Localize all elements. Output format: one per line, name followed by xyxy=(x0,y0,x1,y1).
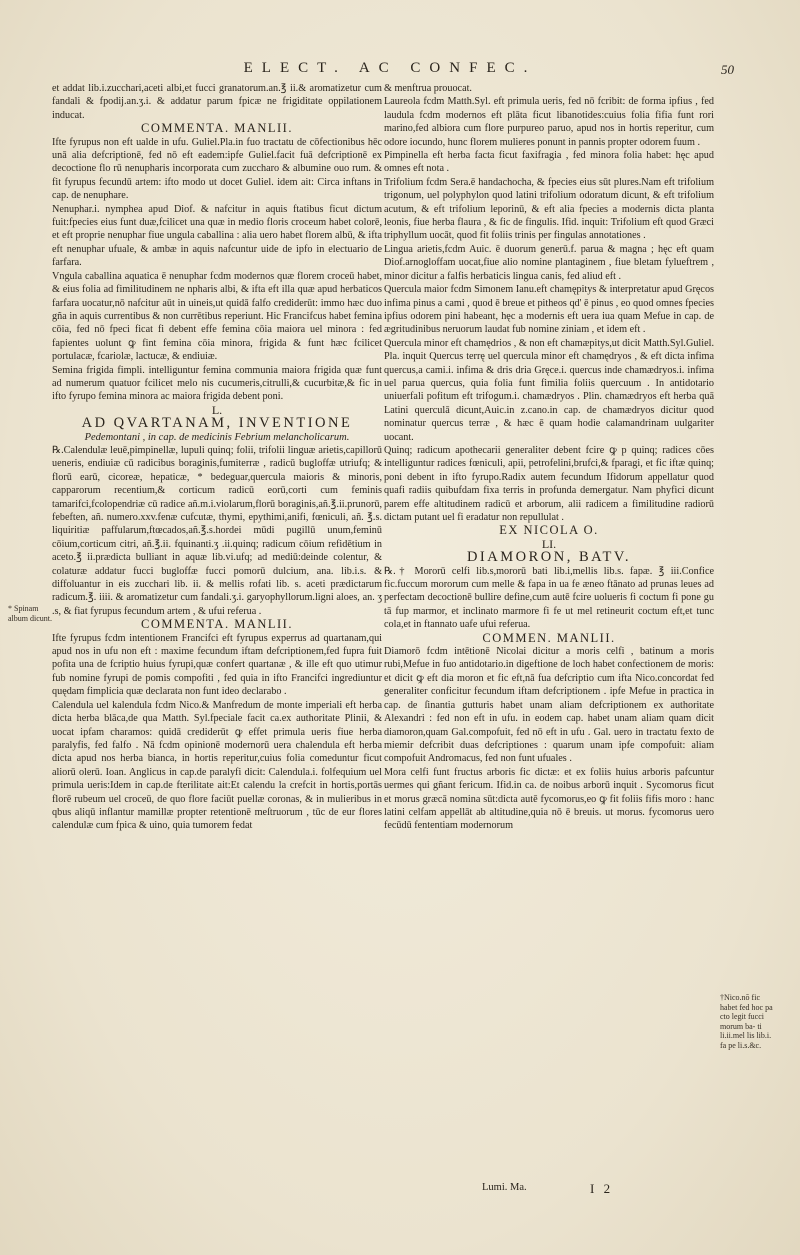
section-heading: COMMEN. MANLII. xyxy=(482,630,616,645)
paragraph: Ifte fyrupus fcdm intentionem Francifci eft fyrupus experrus ad quartanam,qui apud nos in ufu non eft : maxime fecundum iftam defcriptionem,fed fupra fuit pofita una de fcriptio huius fyrupi,quæ confert quartanæ , & ille eft quo utimur fub nomine fyrupi de pomis compofiti , fed quia in ifto Francifci ingrediuntur quędam fimplicia quæ declarata non funt ideo declarabo . xyxy=(52,632,382,698)
section-heading: COMMENTA. MANLII. xyxy=(141,121,293,136)
paragraph: Diamorō fcdm intētionē Nicolai dicitur a moris celfi , batinum a moris rubi,Mefue in fuo antidotario.in digeftione de loch habet confectionem de moris: et dicit ꝙ eft dia moron et fic eft,nā fua defcriptio cum ifta Nico.concordat fed generaliter conficitur fecundum iftam defcriptionem . ipfe Mefue in practica in cap. de ſinantia gutturis habet unam aliam defcriptionem ex authoritate Alexandri : fed non eft in ufu. in eodem cap. habet unam aliam quam dicit diamoron,quam Gal.compofuit, fed nō eft in ufu . Gal. uero in tractatu fexto de miemir defcribit duas defcriptiones : quarum unam ipfe compofuit: aliam compofuit Andromacus, fed non funt ufuales . xyxy=(384,646,714,765)
signature-mark: I 2 xyxy=(590,1181,614,1196)
recipe-source: Pedemontani , in cap. de medicinis Febrium melancholicarum. xyxy=(84,431,350,443)
paragraph: Nenuphar.i. nymphea apud Diof. & nafcitur in aquis ftatibus ficut dictum fuit:fpecies eius funt duæ,fcilicet una quæ in medio floris croceum habet colorē, et eft proprie nenuphar fiue ungula caballina : alia uero habet florem albū, & ifta eft nenuphar ufuale, & ambæ in aquis nafcuntur uide de ipfo in electuario de farfara. xyxy=(52,203,382,269)
catchword: Lumi. Ma. xyxy=(482,1182,527,1193)
section-heading: COMMENTA. MANLII. xyxy=(141,617,293,632)
paragraph: et addat lib.i.zucchari,aceti albi,et fucci granatorum.an.℥ ii.& aromatizetur cum fandali & fpodij.an.ʒ.i. & addatur parum fpicæ ne frigiditate oppilationem inducat. xyxy=(52,83,382,121)
recipe-title: DIAMORON, BATV. xyxy=(466,549,632,566)
paragraph: & menftrua prouocat. xyxy=(384,83,472,94)
section-heading: EX NICOLA O. xyxy=(499,523,599,538)
chapter-number: L. xyxy=(211,402,223,417)
paragraph: Ifte fyrupus non eft ualde in ufu. Guliel.Pla.in fuo tractatu de cōfectionibus hēc unā alia defcriptionē, fed nō eft eadem:ipfe Guliel.facit fuā defcriptionē ex decoctione flo rū nenupharis incorporata cum zuccharo & albumine ouo rum. & fit fyrupus fecundū artem: ifto modo ut docet Guliel. idem ait: Circa inftans in cap. de nenuphare. xyxy=(52,136,382,202)
running-head: ELECT. AC CONFEC. xyxy=(243,60,537,76)
paragraph: Laureola fcdm Matth.Syl. eft primula ueris, fed nō fcribit: de forma ipfius , fed laudula fcdm modernos eft plāta ficut libanotides:cuius folia fifia funt rori marino,fed albiora cum flore purpureo paruo, apud nos in hortis reperitur, cum odore iocundo, hunc florem mulieres ponunt in pannis propter odorem fuum . xyxy=(384,96,714,148)
paragraph: Quinq; radicum apothecarii generaliter debent fcire ꝙ p quinq; radices cōes intelliguntur radices fœniculi, apii, petrofelini,brufci,& fparagi, et fic iftæ quinq; poni debent in ifto fyrupo.Radix autem fecundum Ifidorum appellatur quod quafi radiis quibufdam fixa terris in profunda demergatur. Nam phyfici dicunt parem effe altitudinem radicū et arborum, alii radicem a fimilitudine radiorū dictam putant uel fi eradatur non repullulat . xyxy=(384,444,714,523)
right-column xyxy=(384,82,714,833)
paragraph: Trifolium fcdm Sera.ē handachocha, & fpecies eius sūt plures.Nam eft trifolium trigonum, uel polyphylon quod latini trifolium odoratum dicunt, & eft trifolium acutum, & eft trifolium leporinū, & eft alia fpecies a modernis dicta planta leonis, fiue herba flaura , & fic de fingulis. Ifid. inquit: Trifolium eft quod Græci triphyllum uocāt, quod fit foliis trinis per fingulas annotationes . xyxy=(384,176,714,242)
paragraph: Quercula minor eft chamędrios , & non eft chamæpitys,ut dicit Matth.Syl.Guliel. Pla. inquit Quercus terrę uel quercula minor eft chamędryos , & eft dicta infima quercus,a cami.i. infima & dris dria Gręce.i. quercus inde chamædryos.i. infima uel parua quercus, quia folia funt fimilia foliis quercuum . In antidotario uniuerfali pofitum eft trifogum.i. chamædryos . Plin. chamædryos eft herba quā Latini querculā dicunt,Auic.in z.cano.in cap. de chamædryos dicitur quod nominatur quercus terræ , & hæc ē quam hodie calamandrinam uulgariter uocant. xyxy=(384,337,714,443)
paragraph: Calendula uel kalendula fcdm Nico.& Manfredum de monte imperiali eft herba dicta herba blāca,de qua Matth. Syl.fpeciale facit ca.ex authoritate Plinii, & uocat ipfam charamos: quidā crediderūt ꝙ effet primula ueris fiue herba paralyfis, fed falfo . Nā fcdm opinionē modernorū uera chalendula eft herba dicta apud nos herba bianca, in hortis reperitur,cuius folia comeduntur ficut aliorū olerū. Ioan. Anglicus in cap.de paralyfi dicit: Calendula.i. folfequium uel primula ueris:Idem in cap.de fterilitate ait:Et calendu la crefcit in hortis,portās florē rubeum uel croceū, de quo flore faciūt puellæ coronas, & in mulieribus in qbus aliqū inflantur mamillæ propter retentionē meſtruorum , tūc de eur flores calendulæ cum fpica & uino, quia tumorem fedat xyxy=(52,699,382,832)
right-margin-note: †Nico.nō fic habet fed hoc pa cto legit fucci morum ba- ti li.ii.mel lis lib.i. fa pe li.s.&c. xyxy=(720,993,773,1050)
left-column xyxy=(52,82,382,833)
left-margin-note: * Spinam album dicunt. xyxy=(8,604,52,623)
paragraph: ℞.† Mororū celfi lib.s,mororū bati lib.i,mellis lib.s. fapæ. ℥ iii.Confice fic.fuccum mororum cum melle & fapa in ua fe æneo ftānato ad prunas leues ad perfectam decoctionē bullire define,cum autē fcire uolueris fi coctum fi pone gu tā fup marmor, et inclinato marmore fi fe ut mel retineurit coctum eft,et tunc cola,et in ftannato uafe ufui referua. xyxy=(384,565,714,631)
paragraph: Quercula maior fcdm Simonem Ianu.eft chamępitys & interpretatur apud Gręcos infima pinus a cami , quod ē breue et pitheos qd' ē pinus , eo quod omnes fpecies ipfius odorem pini habeant, hęc a modernis eft uera iua quam Mefue in cap. de ægritudinibus neruorum laudat fub nomine ziniam , et idem eft . xyxy=(384,284,714,336)
paragraph: Pimpinella eft herba facta ficut faxifragia , fed minora folia habet: hęc apud omnes eft nota . xyxy=(384,150,714,175)
paragraph: ℞.Calendulæ leuē,pimpinellæ, lupuli quinq; folii, trifolii linguæ arietis,capillorū ueneris, endiuiæ cū radicibus boraginis,fumiterræ , radicū bugloffæ utriufq; & florū earū, cicoreæ, hepaticæ, * bedeguar,quercula maioris & minoris, capparorum recentium,& corticum radicū eorū,corti cum feminis tamarifci,fcolopendriæ cū radice añ.m.i.violarum,florū boraginis,añ.℥.ii.prunorū, febeften, añ. numero.xxv.fenæ cufcutæ, thymi, epythimi,anifi, fœniculi, añ. ℥.s. liquiritiæ paffularum,ftœcados,añ.℥.s.hordei mūdi pugillū unum,feminū cōium,corticum citri, añ.℥.ii. fquinanti.ʒ .ii.quinq; radicum cōium refidētium in aceto.℥ ii.prædicta bulliant in aquæ lib.vi.ufq; ad mediū:deinde colentur, & colaturæ addatur fucci bugloffæ fucci pomorū dulcium, ana. lib.i.s. & diffoluantur in eis zucchari lib. ii. & mellis rofati lib. s. aceti prædictarum radicum.℥. iiii. & aromatizetur cum fandali.ʒ.i. garyophyllorum.ligni aloes, an. ʒ .s, & fiat fyrupus fecundum artem , & ufui referua . xyxy=(52,444,382,617)
paragraph: Mora celfi funt fructus arboris fic dictæ: et ex foliis huius arboris pafcuntur uermes qui gñant fericum. Ifid.in ca. de noibus arborū inquit . Sycomorus ficut et morus græcā nomina sūt:dicta autē fycomorus,eo ꝙ fit foliis fifis moro : hanc latini celfam appellāt ab altitudine,quia nō ē breuis. ut morus. fycomorus uero fecūdū fententiam modernorum xyxy=(384,766,714,832)
page-number: 50 xyxy=(721,62,734,77)
paragraph: Semina frigida fimpli. intelliguntur femina communia maiora frigida quæ funt ad numerum quatuor fcilicet melo nis cucumeris,citrulli,& cucurbitæ,& fic in ifto fyrupo femina minora ac maiora frigida debent poni. xyxy=(52,364,382,403)
paragraph: Lingua arietis,fcdm Auic. ē duorum generū.f. parua & magna ; hęc eft quam Diof.arnogloffam uocat,fiue alio nomine plantaginem , fiue bletam fylueftrem , minor dicitur a falfis herbaticis lingua canis, fed aliud eft . xyxy=(384,243,714,282)
recipe-title: AD QVARTANAM, INVENTIONE xyxy=(81,415,353,432)
chapter-number: LI. xyxy=(541,536,557,551)
paragraph: Vngula caballina aquatica ē nenuphar fcdm modernos quæ florem croceū habet, & eius folia ad fimilitudinem ne npharis albi, & ifta eft illa quæ apud herbaticos farfara uocatur,nō nafcitur aūt in uineis,ut quidā falfo crediderūt: immo hæc duo gña in aquis currentibus & non currētibus reperiunt. Hic Francifcus habet femina cōia, fed nō fpeci ficat fi debent effe femina cōia maiora uel minora : fed fapientes uolunt ꝙ fint femina cōia minora, frigida & funt hæc fcilicet portulacæ, fcariolæ, lactucæ, & endiuiæ. xyxy=(52,270,382,363)
